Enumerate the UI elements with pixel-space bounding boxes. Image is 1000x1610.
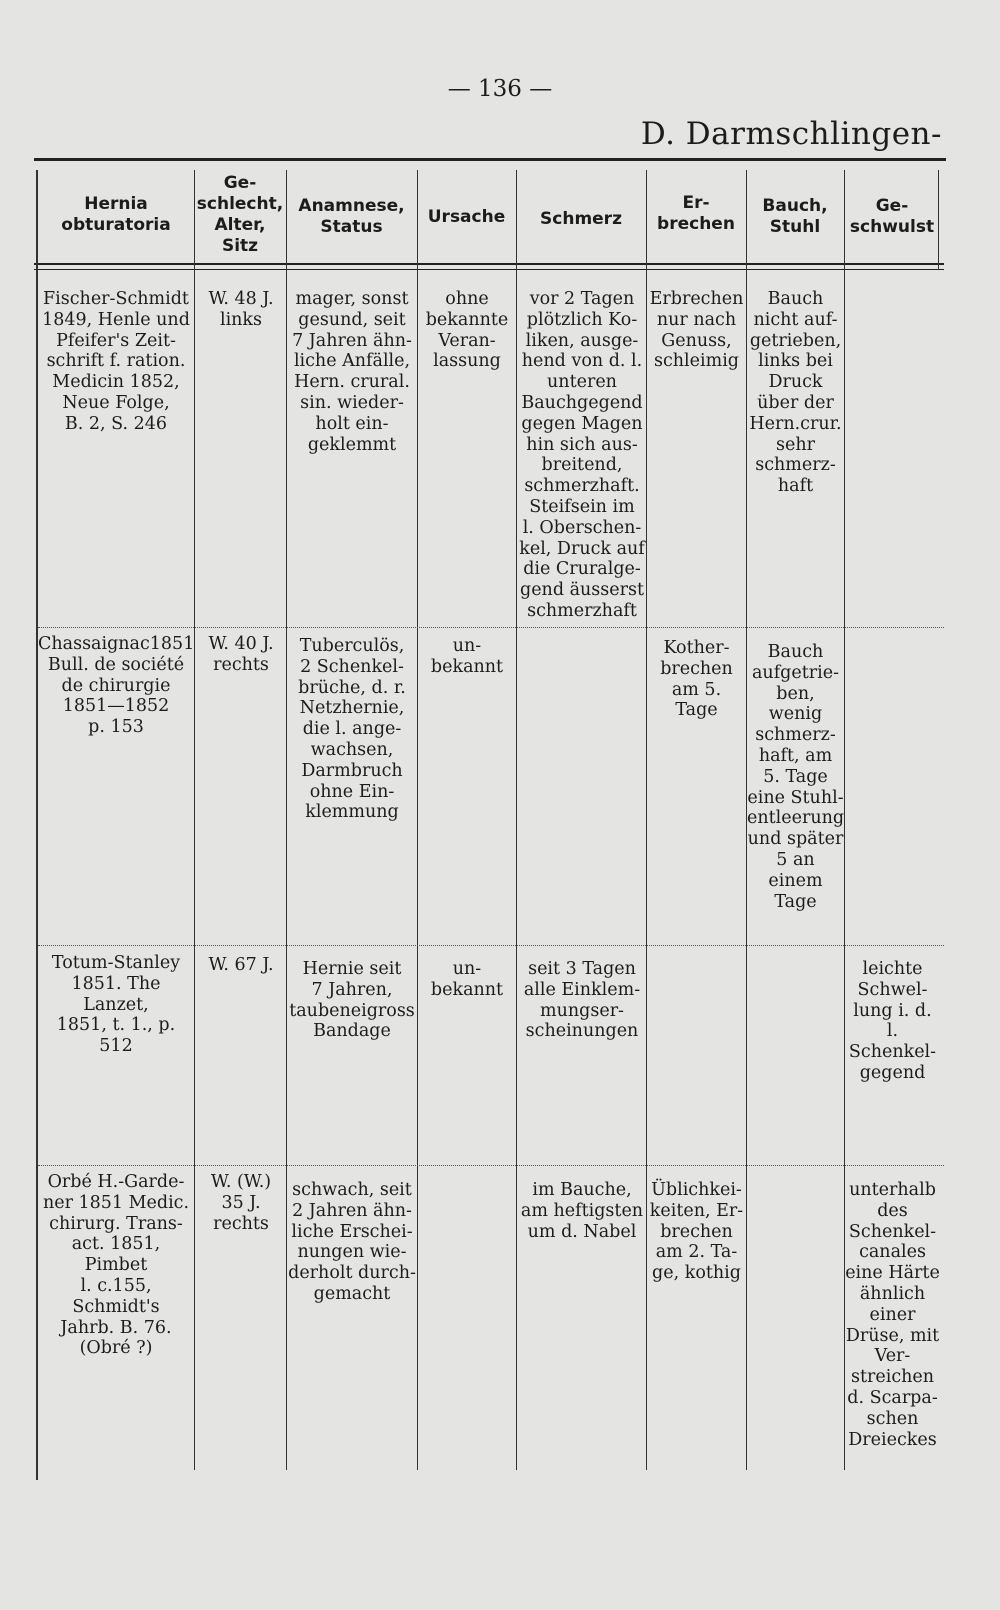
cell-erbrechen: Erbrechen nur nach Genuss, schleimig [649,289,744,372]
section-title: D. Darmschlingen- [640,116,942,152]
header-rule-2 [34,269,944,270]
header-rule-1 [34,263,944,265]
header-anamnese-status: Anamnese, Status [298,196,405,237]
column-divider [194,170,195,1470]
header-erbrechen: Er- brechen [657,193,735,234]
cell-schmerz: vor 2 Tagen plötzlich Ko- liken, ausge- hend von d. l. unteren Bauchgegend gegen Magen hin sich aus- breitend, schmerzhaft. Steifsein im l. Oberschen- kel, Druck auf die Cruralge- gend äusserst schmerzhaft [519,289,645,621]
top-rule [34,158,946,161]
cell-geschwulst: unterhalb des Schenkel- canales eine Härte ähnlich einer Drüse, mit Ver- streichen d. Scarpa- schen Dreieckes [845,1180,940,1450]
cell-ursache: un- bekannt [430,959,504,1000]
cell-anamnese: Hernie seit 7 Jahren, taubeneigross Bandage [289,959,415,1042]
header-ursache: Ursache [427,207,506,227]
header-geschwulst: Ge- schwulst [849,196,935,237]
cell-sex-age: W. 48 J. links [208,289,274,330]
cell-anamnese: Tuberculös, 2 Schenkel- brüche, d. r. Netzhernie, die l. ange- wachsen, Darmbruch ohne Ein- klemmung [298,636,406,823]
header-hernia-obturatoria: Hernia obturatoria [61,194,171,235]
cell-source: Fischer-Schmidt 1849, Henle und Pfeifer's Zeit- schrift f. ration. Medicin 1852, Neue Folge, B. 2, S. 246 [42,289,190,434]
cell-sex-age: W. 67 J. [208,955,274,975]
cell-sex-age: W. (W.) 35 J. rechts [210,1172,272,1234]
cell-ursache: un- bekannt [430,636,504,677]
header-schmerz: Schmerz [540,209,622,229]
cell-anamnese: mager, sonst gesund, seit 7 Jahren ähn- liche Anfälle, Hern. crural. sin. wieder- holt ein- geklemmt [292,289,412,455]
page-number: — 136 — [447,76,553,102]
header-bauch-stuhl: Bauch, Stuhl [762,196,828,237]
cell-sex-age: W. 40 J. rechts [208,634,274,675]
row-separator [38,627,944,628]
cell-bauch-stuhl: Bauch aufgetrie- ben, wenig schmerz- haft, am 5. Tage eine Stuhl- entleerung und später 5 an einem Tage [747,642,845,912]
cell-source: Orbé H.-Garde- ner 1851 Medic. chirurg. Trans- act. 1851, Pimbet l. c.155, Schmidt's Jahrb. B. 76. (Obré ?) [42,1172,190,1359]
row-separator [38,945,944,946]
column-divider [286,170,287,1470]
cell-source: Totum-Stanley 1851. The Lanzet, 1851, t. 1., p. 512 [51,953,181,1057]
cell-erbrechen: Üblichkei- keiten, Er- brechen am 2. Ta- ge, kothig [649,1180,744,1284]
cell-source: Chassaignac1851 Bull. de société de chirurgie 1851—1852 p. 153 [38,634,195,738]
header-geschlecht-alter-sitz: Ge- schlecht, Alter, Sitz [196,173,284,256]
row-separator [38,1165,944,1166]
cell-schmerz: seit 3 Tagen alle Einklem- mungser- scheinungen [523,959,641,1042]
cell-schmerz: im Bauche, am heftigsten um d. Nabel [520,1180,644,1242]
cell-ursache: ohne bekannte Veran- lassung [425,289,509,372]
cell-bauch-stuhl: Bauch nicht auf- getrieben, links bei Druck über der Hern.crur. sehr schmerz- haft [749,289,842,497]
cell-anamnese: schwach, seit 2 Jahren ähn- liche Erschei- nungen wie- derholt durch- gemacht [288,1180,416,1304]
cell-geschwulst: leichte Schwel- lung i. d. l. Schenkel- gegend [848,959,937,1083]
column-divider [516,170,517,1470]
cell-erbrechen: Kother- brechen am 5. Tage [660,638,733,721]
